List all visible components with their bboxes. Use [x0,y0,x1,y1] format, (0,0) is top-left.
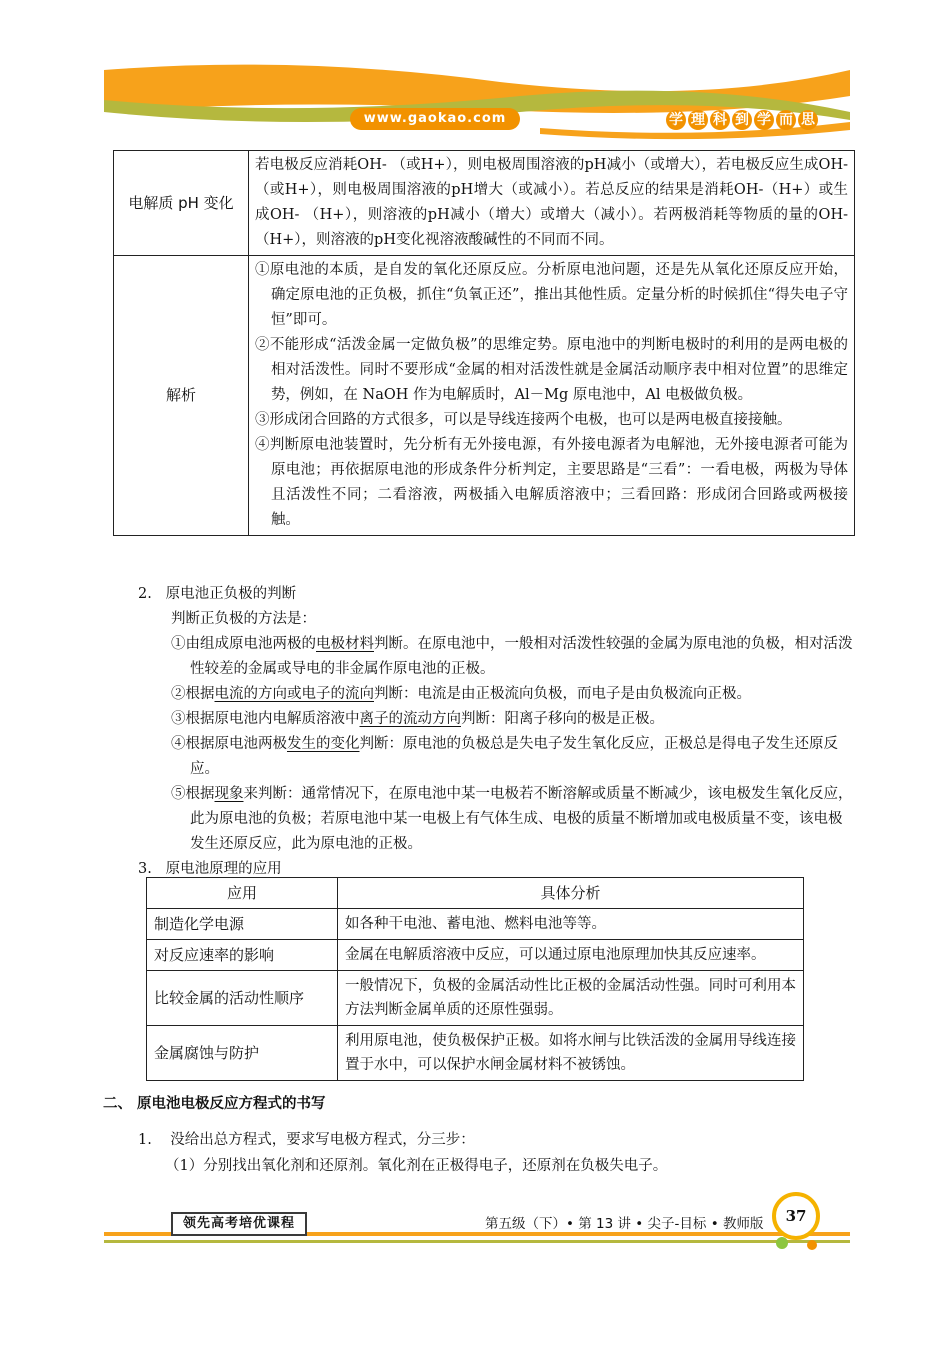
paragraph: ①原电池的本质，是自发的氧化还原反应。分析原电池问题，还是先从氧化还原反应开始，确定原电池的正负极，抓住“负氧正还”，推出其他性质。定量分析的时候抓住“得失电子守恒”即可。 [255,262,848,328]
section-number: 2. [138,586,152,602]
paragraph: ④判断原电池装置时，先分析有无外接电源，有外接电源者为电解池，无外接电源者可能为原电池；再依据原电池的形成条件分析判定，主要思路是“三看”：一看电极，两极为导体且活泼性不同；二看溶液，两极插入电解质溶液中；三看回路：形成闭合回路或两极接触。 [255,437,848,528]
header-url: www.gaokao.com [363,111,507,126]
page-header [0,0,950,150]
step-title: 没给出总方程式，要求写电极方程式，分三步： [170,1132,475,1148]
application-cell: 比较金属的活动性顺序 [147,971,338,1026]
row-label: 电解质 pH 变化 [114,151,249,256]
detail-cell: 如各种干电池、蓄电池、燃料电池等等。 [338,909,804,940]
section-title: 原电池正负极的判断 [165,586,297,602]
detail-cell: 金属在电解质溶液中反应，可以通过原电池原理加快其反应速率。 [338,940,804,971]
table-row [114,256,855,536]
column-header: 具体分析 [338,878,804,909]
key-term: 现象 [214,786,244,802]
page-number: 37 [772,1192,820,1240]
table-row [147,909,804,940]
list-item: ④根据原电池两极发生的变化判断：原电池的负极总是失电子发生氧化反应，正极总是得电子发生还原反应。 [171,736,838,777]
column-header: 应用 [147,878,338,909]
section-intro: 判断正负极的方法是： [171,611,316,627]
paragraph: ②不能形成“活泼金属一定做负极”的思维定势。原电池中的判断电极时的利用的是两电极的相对活泼性。同时不要形成“金属的相对活泼性就是金属活动顺序表中相对位置”的思维定势，例如，在 NaOH 作为电解质时，Al－Mg 原电池中，Al 电极做负极。 [255,337,848,403]
key-term: 电极材料 [316,636,374,652]
list-item: ①由组成原电池两极的电极材料判断。在原电池中，一般相对活泼性较强的金属为原电池的负极，相对活泼性较差的金属或导电的非金属作原电池的正极。 [171,636,853,677]
list-item: ⑤根据现象来判断：通常情况下，在原电池中某一电极若不断溶解或质量不断减少，该电极发生氧化反应，此为原电池的负极；若原电池中某一电极上有气体生成、电极的质量不断增加或电极质量不变，该电极发生还原反应，此为原电池的正极。 [171,786,853,852]
table-row [147,971,804,1026]
section-title: 原电池原理的应用 [165,861,282,877]
summary-table [113,150,855,536]
detail-cell: 一般情况下，负极的金属活动性比正极的金属活动性强。同时可利用本方法判断金属单质的还原性强弱。 [338,971,804,1026]
substep: （1）分别找出氧化剂和还原剂。氧化剂在正极得电子，还原剂在负极失电子。 [165,1158,668,1174]
key-term: 离子的流动方向 [359,711,461,727]
application-table [146,877,804,1081]
header-slogan: 学理科到学而思 [669,112,823,128]
table-row [147,1026,804,1081]
application-cell: 对反应速率的影响 [147,940,338,971]
footer-brand: 领先高考培优课程 [171,1212,307,1236]
row-content [249,151,855,256]
step-number: 1. [138,1132,152,1148]
part-heading: 二、 原电池电极反应方程式的书写 [103,1096,326,1112]
paragraph: ③形成闭合回路的方式很多，可以是导线连接两个电极，也可以是两电极直接接触。 [255,412,792,428]
paragraph: 若电极反应消耗OH- （或H+），则电极周围溶液的pH减小（或增大），若电极反应生成OH-（或H+），则电极周围溶液的pH增大（或减小）。若总反应的结果是消耗OH-（H+）或生成OH- （H+），则溶液的pH减小（增大）或增大（减小）。若两极消耗等物质的量的OH- （H+），则溶液的pH变化视溶液酸碱性的不同而不同。 [255,157,848,248]
row-label: 解析 [114,256,249,536]
application-cell: 金属腐蚀与防护 [147,1026,338,1081]
application-cell: 制造化学电源 [147,909,338,940]
table-row [114,151,855,256]
key-term: 电流的方向或电子的流向 [214,686,374,702]
table-header-row [147,878,804,909]
row-content [249,256,855,536]
table-row [147,940,804,971]
section-2 [113,582,855,882]
footer-info: 第五级（下）• 第 13 讲 • 尖子-目标 • 教师版 [485,1216,764,1232]
list-item: ③根据原电池内电解质溶液中离子的流动方向判断：阳离子移向的极是正极。 [171,711,664,727]
section-number: 3. [138,861,152,877]
list-item: ②根据电流的方向或电子的流向判断：电流是由正极流向负极，而电子是由负极流向正极。 [171,686,751,702]
key-term: 发生的变化 [287,736,360,752]
section-heading [113,582,855,607]
step-line [138,1128,475,1153]
detail-cell: 利用原电池，使负极保护正极。如将水闸与比铁活泼的金属用导线连接置于水中，可以保护水闸金属材料不被锈蚀。 [338,1026,804,1081]
